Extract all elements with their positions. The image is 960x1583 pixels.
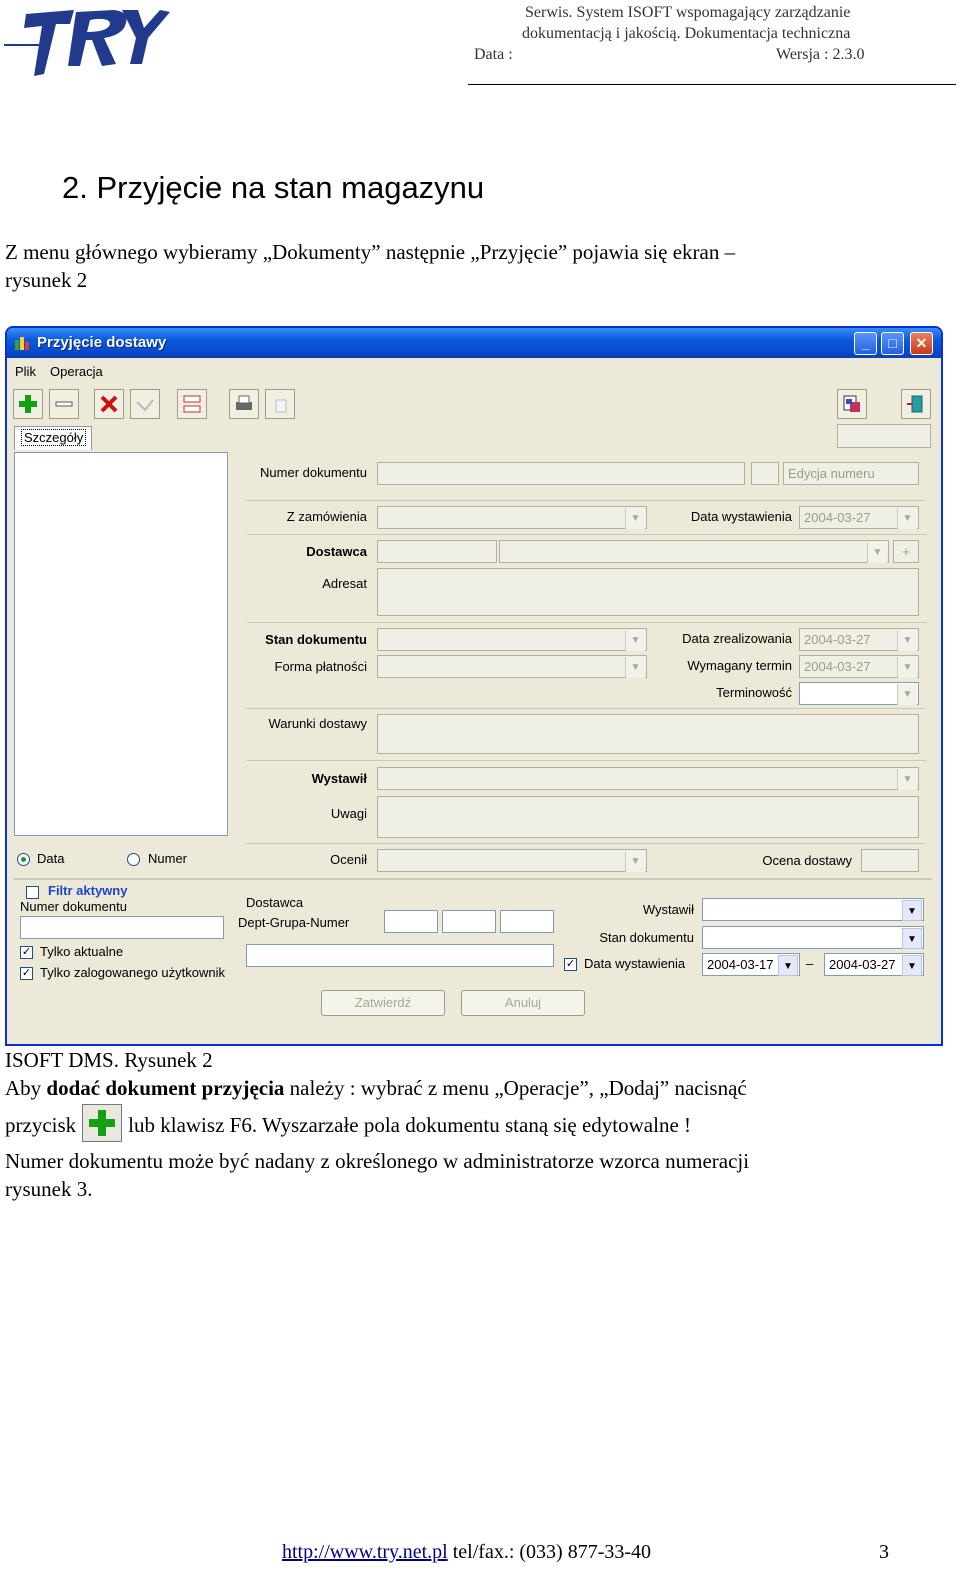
data-zrealizowania-field[interactable]: 2004-03-27 ▼ xyxy=(799,628,919,651)
body-line-4: rysunek 3. xyxy=(5,1177,93,1201)
section-title: 2. Przyjęcie na stan magazynu xyxy=(62,170,485,205)
chevron-down-icon: ▼ xyxy=(625,508,645,529)
wymagany-termin-field[interactable]: 2004-03-27 ▼ xyxy=(799,655,919,678)
chevron-down-icon: ▼ xyxy=(897,657,917,678)
ocena-dostawy-field[interactable] xyxy=(861,849,919,872)
app-icon xyxy=(13,334,31,352)
accept-button[interactable] xyxy=(130,389,160,419)
numer-prefix-field[interactable] xyxy=(751,462,779,485)
dostawca-code-field[interactable] xyxy=(377,540,497,563)
body-line-3: Numer dokumentu może być nadany z określonego w administratorze wzorca numeracji xyxy=(5,1149,750,1173)
przyjecie-dostawy-window xyxy=(5,326,943,1046)
header-rule xyxy=(468,84,956,85)
chevron-down-icon: ▼ xyxy=(897,508,917,529)
report-icon xyxy=(842,394,862,414)
tylko-zalogowanego-checkbox[interactable]: ✓ xyxy=(21,967,32,979)
stan-dokumentu-select[interactable] xyxy=(377,628,647,651)
red-x-icon xyxy=(99,394,119,414)
label-warunki-dostawy: Warunki dostawy xyxy=(268,716,367,731)
tylko-aktualne-checkbox[interactable]: ✓ xyxy=(21,946,32,958)
footer-phone: tel/fax.: (033) 877-33-40 xyxy=(447,1541,652,1563)
preview-button[interactable] xyxy=(265,389,295,419)
menu-bar xyxy=(7,360,941,384)
printer-icon xyxy=(234,394,254,414)
terminowosc-select[interactable] xyxy=(799,682,919,705)
add-button[interactable] xyxy=(13,389,43,419)
separator-1 xyxy=(247,500,927,501)
uwagi-field[interactable] xyxy=(377,796,919,838)
header-line-2: dokumentacją i jakością. Dokumentacja techniczna xyxy=(522,25,851,42)
company-logo xyxy=(4,4,170,78)
label-numer-dokumentu: Numer dokumentu xyxy=(260,465,367,480)
minimize-button[interactable]: _ xyxy=(854,332,877,355)
label-ocena-dostawy: Ocena dostawy xyxy=(762,853,852,868)
chevron-down-icon: ▼ xyxy=(625,630,645,651)
label-forma-platnosci: Forma płatności xyxy=(274,659,367,674)
minus-icon xyxy=(54,394,74,414)
filter-panel xyxy=(14,878,932,978)
label-uwagi: Uwagi xyxy=(330,806,367,821)
label-terminowosc: Terminowość xyxy=(716,685,792,700)
chevron-down-icon: ▼ xyxy=(625,851,645,872)
filter-dostawca-label: Dostawca xyxy=(246,895,304,910)
chevron-down-icon: ▼ xyxy=(902,928,922,949)
date-from-field[interactable]: 2004-03-17 ▼ xyxy=(702,953,800,976)
separator-3 xyxy=(247,622,927,623)
chevron-down-icon: ▼ xyxy=(897,684,917,705)
check-icon xyxy=(135,394,155,414)
report-button[interactable] xyxy=(837,389,867,419)
ocenil-select[interactable] xyxy=(377,849,647,872)
chevron-down-icon: ▼ xyxy=(897,630,917,651)
dept-grupa-numer-label: Dept-Grupa-Numer xyxy=(238,915,350,930)
separator-4 xyxy=(247,708,927,709)
label-wystawil: Wystawił xyxy=(311,771,367,786)
chevron-down-icon: ▼ xyxy=(897,769,917,790)
footer-link[interactable]: http://www.try.net.pl xyxy=(282,1541,448,1563)
filtr-aktywny-checkbox[interactable] xyxy=(26,886,39,899)
print-button[interactable] xyxy=(229,389,259,419)
date-separator: – xyxy=(806,956,814,971)
filter-wystawil-label: Wystawił xyxy=(642,902,694,917)
window-title: Przyjęcie dostawy xyxy=(37,334,167,351)
label-data-wystawienia: Data wystawienia xyxy=(690,509,792,524)
window-titlebar[interactable] xyxy=(7,328,941,358)
label-dostawca: Dostawca xyxy=(306,544,367,559)
chevron-down-icon: ▼ xyxy=(867,542,887,563)
tylko-zalogowanego-label: Tylko zalogowanego użytkownik xyxy=(40,965,225,980)
exit-door-icon xyxy=(906,394,926,414)
separator-2 xyxy=(247,534,927,535)
separator-6 xyxy=(247,843,927,844)
add-dostawca-button[interactable]: + xyxy=(893,540,919,563)
delete-button[interactable] xyxy=(94,389,124,419)
header-version: Wersja : 2.3.0 xyxy=(776,46,865,63)
filter-stan-dokumentu-select[interactable] xyxy=(702,926,924,949)
maximize-button[interactable]: □ xyxy=(881,332,904,355)
menu-plik[interactable]: Plik xyxy=(15,364,36,379)
body-line-2: przycisk lub klawisz F6. Wyszarzałe pola dokumentu staną się edytowalne ! xyxy=(5,1104,691,1142)
close-button[interactable]: ✕ xyxy=(910,332,933,355)
filter-wystawil-select[interactable] xyxy=(702,898,924,921)
separator-5 xyxy=(247,760,927,761)
warunki-dostawy-field[interactable] xyxy=(377,714,919,754)
plus-icon xyxy=(83,1105,121,1141)
intro-line-1: Z menu głównego wybieramy „Dokumenty” następnie „Przyjęcie” pojawia się ekran – xyxy=(5,240,736,264)
radio-numer[interactable] xyxy=(127,853,140,866)
radio-data[interactable] xyxy=(17,853,30,866)
header-line-1: Serwis. System ISOFT wspomagający zarządzanie xyxy=(525,4,851,21)
chevron-down-icon: ▼ xyxy=(625,657,645,678)
radio-data-label: Data xyxy=(37,851,65,866)
figure-caption: ISOFT DMS. Rysunek 2 xyxy=(5,1048,213,1072)
add-button-inline xyxy=(82,1104,122,1142)
anuluj-button[interactable]: Anuluj xyxy=(461,990,585,1016)
filter-numer-dokumentu-field[interactable] xyxy=(20,916,224,939)
logo-text: TRY xyxy=(4,4,6,5)
chevron-down-icon: ▼ xyxy=(902,900,922,921)
tab-szczegoly[interactable]: Szczegóły xyxy=(14,426,92,450)
label-data-zrealizowania: Data zrealizowania xyxy=(682,631,792,646)
numer-field[interactable] xyxy=(500,910,554,933)
intro-line-2: rysunek 2 xyxy=(5,268,88,292)
status-bar xyxy=(7,1040,941,1044)
status-field xyxy=(837,424,931,448)
radio-numer-label: Numer xyxy=(148,851,188,866)
filter-dostawca-field[interactable] xyxy=(246,944,554,967)
wystawil-select[interactable] xyxy=(377,767,919,790)
label-adresat: Adresat xyxy=(322,576,367,591)
forma-platnosci-select[interactable] xyxy=(377,655,647,678)
split-icon xyxy=(182,394,202,414)
remove-button[interactable] xyxy=(49,389,79,419)
document-list[interactable] xyxy=(14,452,228,836)
filter-stan-dokumentu-label: Stan dokumentu xyxy=(599,930,694,945)
label-ocenil: Ocenił xyxy=(330,852,367,867)
footer xyxy=(282,1541,651,1564)
zatwierdz-button[interactable]: Zatwierdź xyxy=(321,990,445,1016)
filter-numer-dokumentu-label: Numer dokumentu xyxy=(20,899,127,914)
page-number: 3 xyxy=(879,1541,889,1563)
menu-operacja[interactable]: Operacja xyxy=(50,364,103,379)
date-to-field[interactable]: 2004-03-27 ▼ xyxy=(824,953,924,976)
dept-field[interactable] xyxy=(384,910,438,933)
plus-icon xyxy=(18,394,38,414)
filter-data-wystawienia-label: Data wystawienia xyxy=(584,956,686,971)
exit-button[interactable] xyxy=(901,389,931,419)
filter-data-wystawienia-checkbox[interactable]: ✓ xyxy=(565,958,576,970)
filtr-aktywny-label: Filtr aktywny xyxy=(48,883,128,898)
edycja-numeru-button[interactable]: Edycja numeru xyxy=(783,462,919,485)
chevron-down-icon: ▼ xyxy=(778,955,798,976)
page-icon xyxy=(270,394,290,414)
tylko-aktualne-label: Tylko aktualne xyxy=(40,944,124,959)
body-line-1: Aby dodać dokument przyjęcia należy : wybrać z menu „Operacje”, „Dodaj” nacisnąć xyxy=(5,1076,747,1100)
split-button[interactable] xyxy=(177,389,207,419)
adresat-field[interactable] xyxy=(377,568,919,616)
label-z-zamowienia: Z zamówienia xyxy=(286,509,367,524)
z-zamowienia-select[interactable] xyxy=(377,506,647,529)
data-wystawienia-field[interactable]: 2004-03-27 ▼ xyxy=(799,506,919,529)
label-wymagany-termin: Wymagany termin xyxy=(687,658,792,673)
chevron-down-icon: ▼ xyxy=(902,955,922,976)
grupa-field[interactable] xyxy=(442,910,496,933)
dostawca-select[interactable] xyxy=(499,540,889,563)
numer-dokumentu-field[interactable] xyxy=(377,462,745,485)
header-date-label: Data : xyxy=(474,46,513,63)
label-stan-dokumentu: Stan dokumentu xyxy=(265,632,367,647)
